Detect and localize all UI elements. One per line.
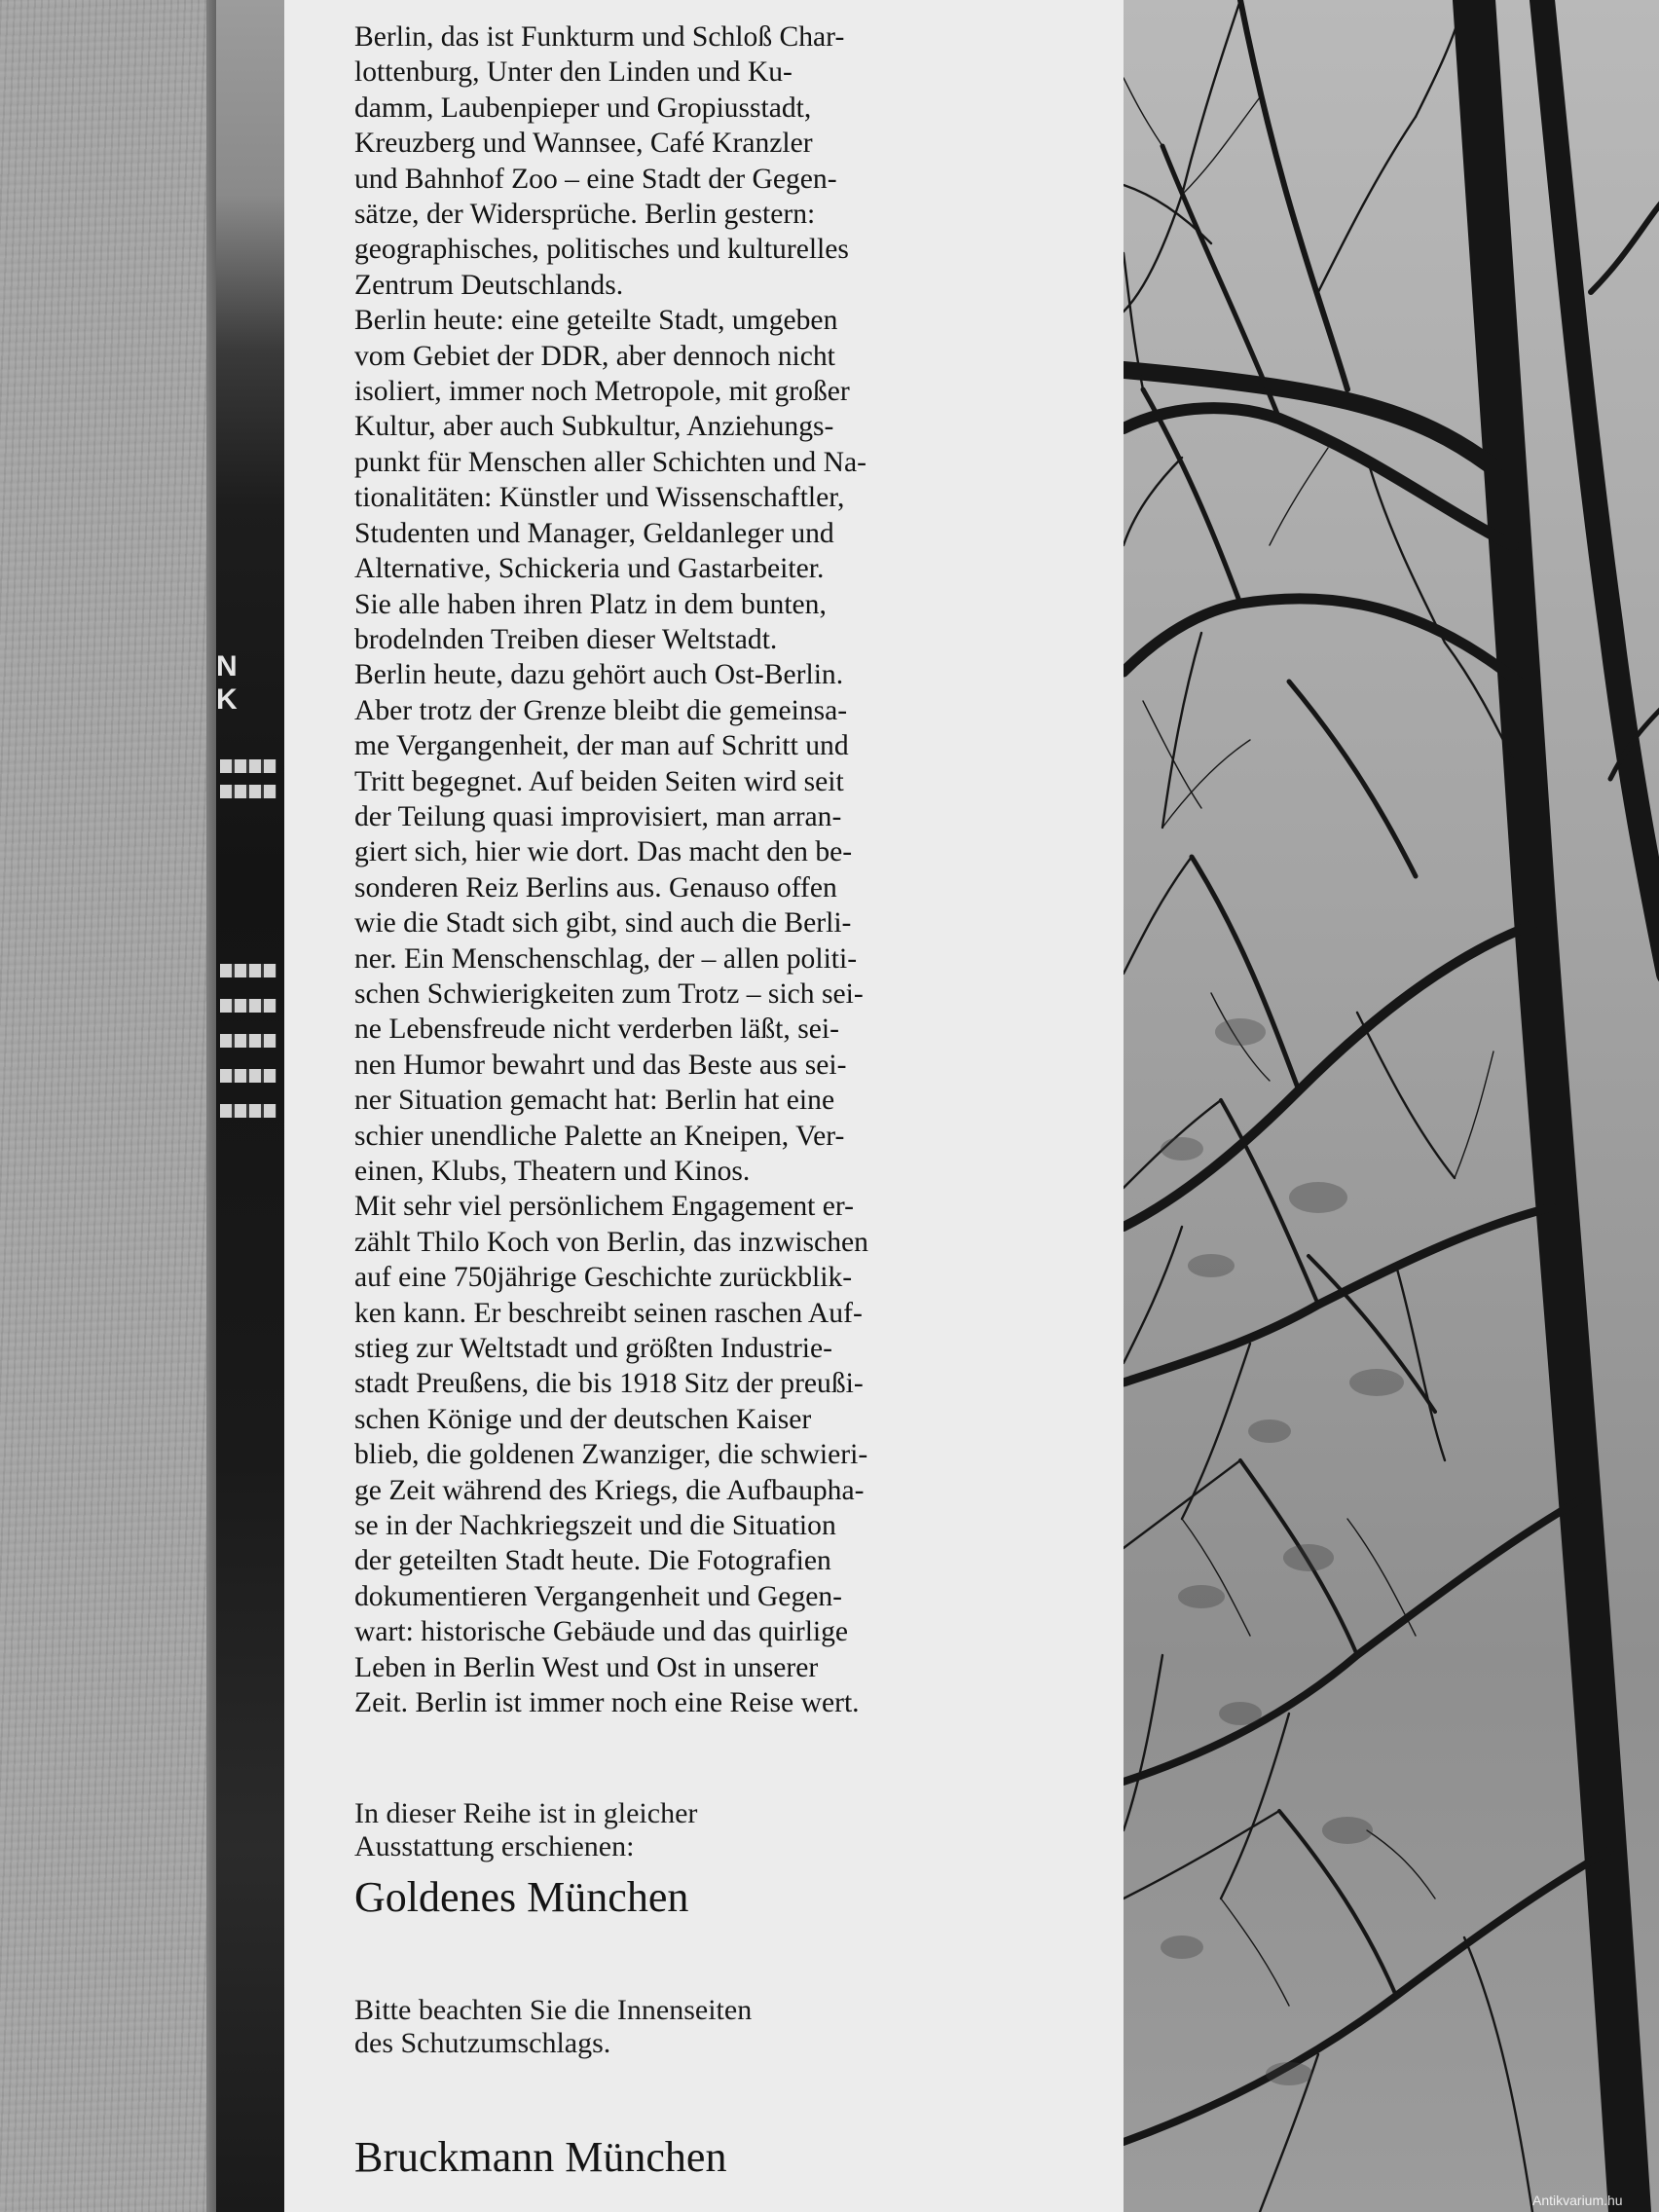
blurb-line: schen Schwierigkeiten zum Trotz – sich sei- (354, 977, 864, 1010)
blurb-line: brodelnden Treiben dieser Weltstadt. (354, 623, 778, 655)
series-note-line: Ausstattung erschienen: (354, 1830, 635, 1862)
tree-branches-graphic (1124, 0, 1659, 2212)
blurb-line: isoliert, immer noch Metropole, mit großer (354, 376, 850, 408)
lit-windows (220, 964, 276, 977)
blurb-line: Zentrum Deutschlands. (354, 269, 624, 301)
blurb-line: ge Zeit während des Kriegs, die Aufbaupha- (354, 1474, 865, 1506)
blurb-line: Alternative, Schickeria und Gastarbeiter. (354, 553, 825, 585)
blurb-line: Berlin heute: eine geteilte Stadt, umgeben (354, 305, 838, 337)
blurb-line: stadt Preußens, die bis 1918 Sitz der preußi- (354, 1368, 864, 1400)
blurb-line: Berlin heute, dazu gehört auch Ost-Berlin. (354, 659, 844, 691)
blurb-line: schier unendliche Palette an Kneipen, Ver- (354, 1120, 845, 1152)
blurb-line: damm, Laubenpieper und Gropiusstadt, (354, 92, 812, 124)
blurb-line: giert sich, hier wie dort. Das macht den be- (354, 836, 853, 868)
blurb-line: Zeit. Berlin ist immer noch eine Reise wert. (354, 1687, 860, 1719)
blurb-line: schen Könige und der deutschen Kaiser (354, 1403, 812, 1435)
blurb-line: stieg zur Weltstadt und größten Industrie- (354, 1333, 833, 1365)
blurb-line: ner Situation gemacht hat: Berlin hat eine (354, 1085, 835, 1117)
blurb-line: se in der Nachkriegszeit und die Situation (354, 1510, 836, 1542)
blurb-line: blieb, die goldenen Zwanziger, die schwieri- (354, 1439, 868, 1471)
blurb-line: Kultur, aber auch Subkultur, Anziehungs- (354, 411, 834, 443)
blurb-line: der Teilung quasi improvisiert, man arran- (354, 800, 842, 832)
blurb-line: Aber trotz der Grenze bleibt die gemeinsa- (354, 694, 848, 726)
lit-windows (220, 1104, 276, 1118)
dust-jacket-note (354, 1994, 752, 2060)
blurb-line: Leben in Berlin West und Ost in unserer (354, 1651, 819, 1683)
blurb-line: me Vergangenheit, der man auf Schritt und (354, 730, 849, 762)
blurb-line: zählt Thilo Koch von Berlin, das inzwischen (354, 1226, 868, 1258)
blurb-line: ken kann. Er beschreibt seinen raschen Auf- (354, 1297, 863, 1329)
blurb-line: einen, Klubs, Theatern und Kinos. (354, 1156, 751, 1187)
lit-windows (220, 1034, 276, 1048)
blurb-line: nen Humor bewahrt und das Beste aus sei- (354, 1049, 847, 1081)
lit-windows (220, 785, 276, 798)
wooden-shelf-background (0, 0, 216, 2212)
blurb-line: sonderen Reiz Berlins aus. Genauso offen (354, 871, 837, 903)
dust-jacket-note-line: Bitte beachten Sie die Innenseiten (354, 1994, 753, 2026)
publisher-name: Bruckmann München (354, 2133, 727, 2181)
blurb-line: Studenten und Manager, Geldanleger und (354, 517, 834, 549)
book-back-cover-panel (284, 0, 1124, 2212)
blurb-line: Sie alle haben ihren Platz in dem bunten, (354, 588, 827, 620)
blurb-line: der geteilten Stadt heute. Die Fotografien (354, 1545, 831, 1577)
lit-windows (220, 999, 276, 1013)
blurb-line: geographisches, politisches und kulturelles (354, 234, 849, 266)
lit-windows (220, 759, 276, 773)
blurb-line: lottenburg, Unter den Linden und Ku- (354, 56, 793, 89)
blurb-line: Berlin, das ist Funkturm und Schloß Char- (354, 21, 845, 53)
blurb-text (354, 19, 1094, 1721)
night-city-photo-strip (216, 0, 284, 2212)
blurb-line: dokumentieren Vergangenheit und Gegen- (354, 1580, 843, 1612)
neon-sign-fragment: N K (216, 650, 251, 716)
blurb-line: Kreuzberg und Wannsee, Café Kranzler (354, 128, 813, 160)
blurb-line: und Bahnhof Zoo – eine Stadt der Gegen- (354, 163, 837, 195)
blurb-line: tionalitäten: Künstler und Wissenschaftler, (354, 482, 845, 514)
watermark: Antikvarium.hu (1532, 2193, 1623, 2208)
series-note-line: In dieser Reihe ist in gleicher (354, 1797, 698, 1829)
blurb-line: Mit sehr viel persönlichem Engagement er- (354, 1191, 855, 1223)
blurb-line: ne Lebensfreude nicht verderben läßt, sei- (354, 1014, 839, 1046)
dust-jacket-note-line: des Schutzumschlags. (354, 2027, 611, 2059)
blurb-line: sätze, der Widersprüche. Berlin gestern: (354, 199, 816, 231)
lit-windows (220, 1069, 276, 1083)
series-note (354, 1797, 697, 1863)
blurb-line: ner. Ein Menschenschlag, der – allen politi- (354, 942, 858, 975)
blurb-line: wie die Stadt sich gibt, sind auch die Berli- (354, 907, 852, 940)
blurb-line: auf eine 750jährige Geschichte zurückblik- (354, 1262, 853, 1294)
blurb-line: vom Gebiet der DDR, aber dennoch nicht (354, 340, 835, 372)
blurb-line: punkt für Menschen aller Schichten und Na- (354, 446, 866, 478)
tree-branches-photo (1124, 0, 1659, 2212)
blurb-line: Tritt begegnet. Auf beiden Seiten wird seit (354, 765, 844, 797)
blurb-line: wart: historische Gebäude und das quirlige (354, 1616, 849, 1648)
series-book-title: Goldenes München (354, 1873, 689, 1921)
